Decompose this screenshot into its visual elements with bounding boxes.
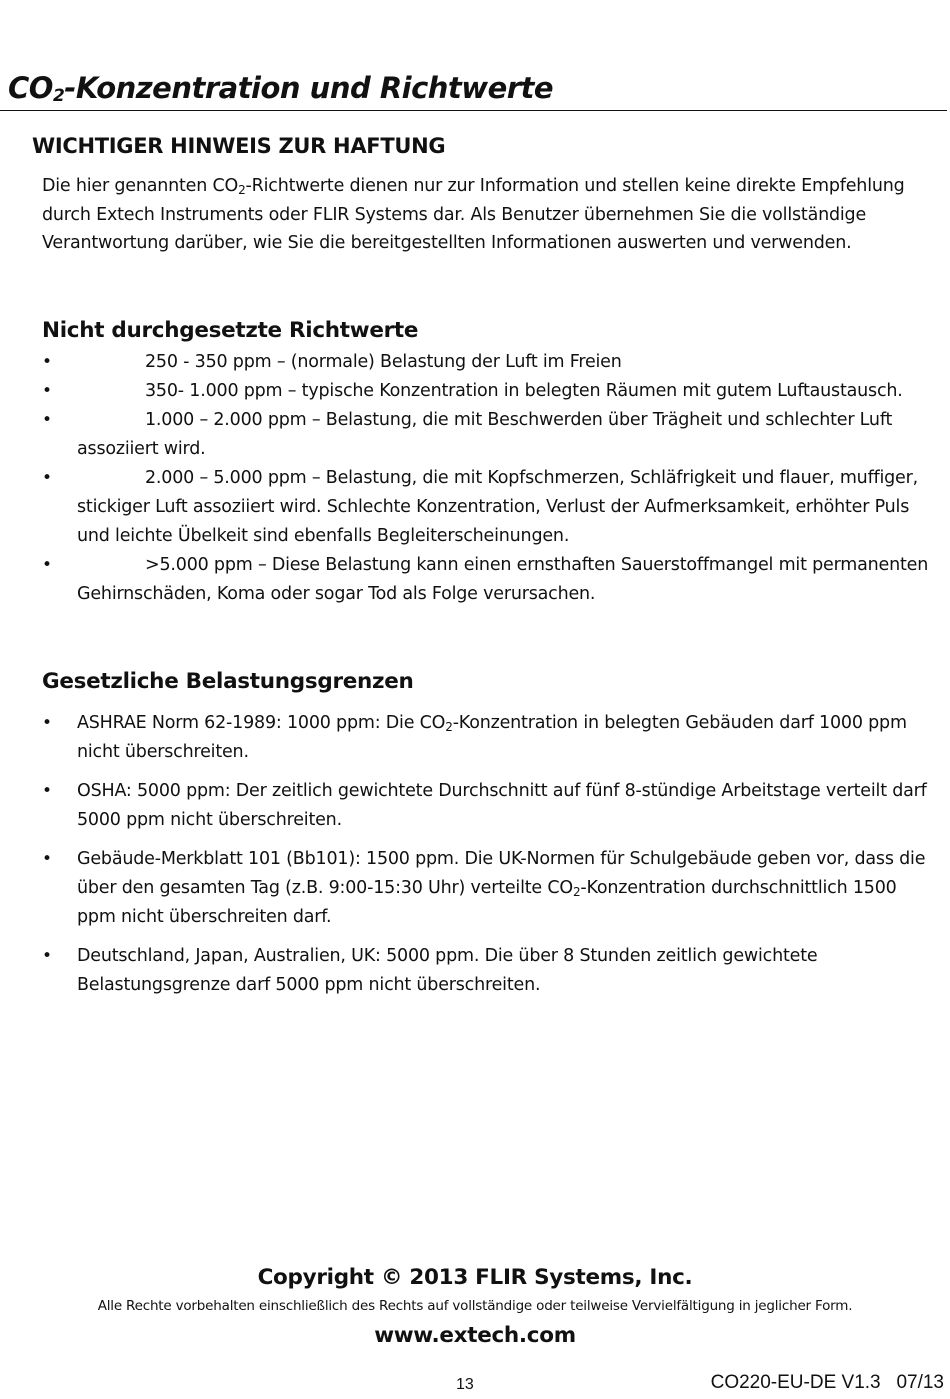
- list-item: • Gebäude-Merkblatt 101 (Bb101): 1500 ppm. Die UK-Normen für Schulgebäude geben vor, dass die über den gesamten Tag (z.B. 9:00-15:30 Uhr) verteilte CO2-Konzentration durchschnittlich 1500 ppm nicht überschreiten darf.: [0, 845, 930, 932]
- page-title: [8, 68, 553, 108]
- list-item: • ASHRAE Norm 62-1989: 1000 ppm: Die CO2-Konzentration in belegten Gebäuden darf 1000 ppm nicht überschreiten.: [0, 709, 930, 767]
- title-subscript: 2: [52, 86, 65, 106]
- page-number: 13: [456, 1376, 474, 1393]
- website-url: www.extech.com: [374, 1323, 576, 1348]
- bullet-icon: •: [42, 381, 52, 401]
- copyright-line: Copyright © 2013 FLIR Systems, Inc.: [257, 1265, 693, 1290]
- bullet-icon: •: [42, 781, 52, 801]
- list-item: • >5.000 ppm – Diese Belastung kann einen ernsthaften Sauerstoffmangel mit permanenten Gehirnschäden, Koma oder sogar Tod als Folge verursachen.: [0, 551, 930, 609]
- list-item: • 350- 1.000 ppm – typische Konzentration in belegten Räumen mit gutem Luftaustausch.: [0, 377, 930, 406]
- guidelines-heading: Nicht durchgesetzte Richtwerte: [42, 318, 419, 343]
- bullet-icon: •: [42, 555, 52, 575]
- rights-statement: Alle Rechte vorbehalten einschließlich des Rechts auf vollständige oder teilweise Vervielfältigung in jeglicher Form.: [97, 1298, 853, 1314]
- list-item: • 250 - 350 ppm – (normale) Belastung der Luft im Freien: [0, 348, 930, 377]
- bullet-icon: •: [42, 849, 52, 869]
- bullet-icon: •: [42, 410, 52, 430]
- legal-limits-list: [0, 709, 930, 1010]
- legal-limits-heading: Gesetzliche Belastungsgrenzen: [42, 669, 414, 694]
- liability-notice-heading: WICHTIGER HINWEIS ZUR HAFTUNG: [32, 134, 446, 158]
- bullet-icon: •: [42, 713, 52, 733]
- title-prefix: CO: [8, 71, 53, 105]
- bullet-icon: •: [42, 946, 52, 966]
- liability-notice-text: Die hier genannten CO2-Richtwerte dienen nur zur Information und stellen keine direkte Empfehlung durch Extech Instruments oder FLIR Systems dar. Als Benutzer übernehmen Sie die vollständige Verantwortung darüber, wie Sie die bereitgestellten Informationen auswerten und verwenden.: [42, 176, 905, 254]
- title-divider: [0, 110, 947, 111]
- list-item: • 1.000 – 2.000 ppm – Belastung, die mit Beschwerden über Trägheit und schlechter Luft assoziiert wird.: [0, 406, 930, 464]
- list-item: • 2.000 – 5.000 ppm – Belastung, die mit Kopfschmerzen, Schläfrigkeit und flauer, muffiger, stickiger Luft assoziiert wird. Schlechte Konzentration, Verlust der Aufmerksamkeit, erhöhter Puls und leichte Übelkeit sind ebenfalls Begleiterscheinungen.: [0, 464, 930, 551]
- bullet-icon: •: [42, 468, 52, 488]
- document-version-code: CO220-EU-DE V1.3 07/13: [710, 1372, 944, 1393]
- list-item: • Deutschland, Japan, Australien, UK: 5000 ppm. Die über 8 Stunden zeitlich gewichtete Belastungsgrenze darf 5000 ppm nicht überschreiten.: [0, 942, 930, 1000]
- title-suffix: -Konzentration und Richtwerte: [64, 71, 554, 105]
- guidelines-list: [0, 348, 930, 609]
- bullet-icon: •: [42, 352, 52, 372]
- list-item: • OSHA: 5000 ppm: Der zeitlich gewichtete Durchschnitt auf fünf 8-stündige Arbeitstage verteilt darf 5000 ppm nicht überschreiten.: [0, 777, 930, 835]
